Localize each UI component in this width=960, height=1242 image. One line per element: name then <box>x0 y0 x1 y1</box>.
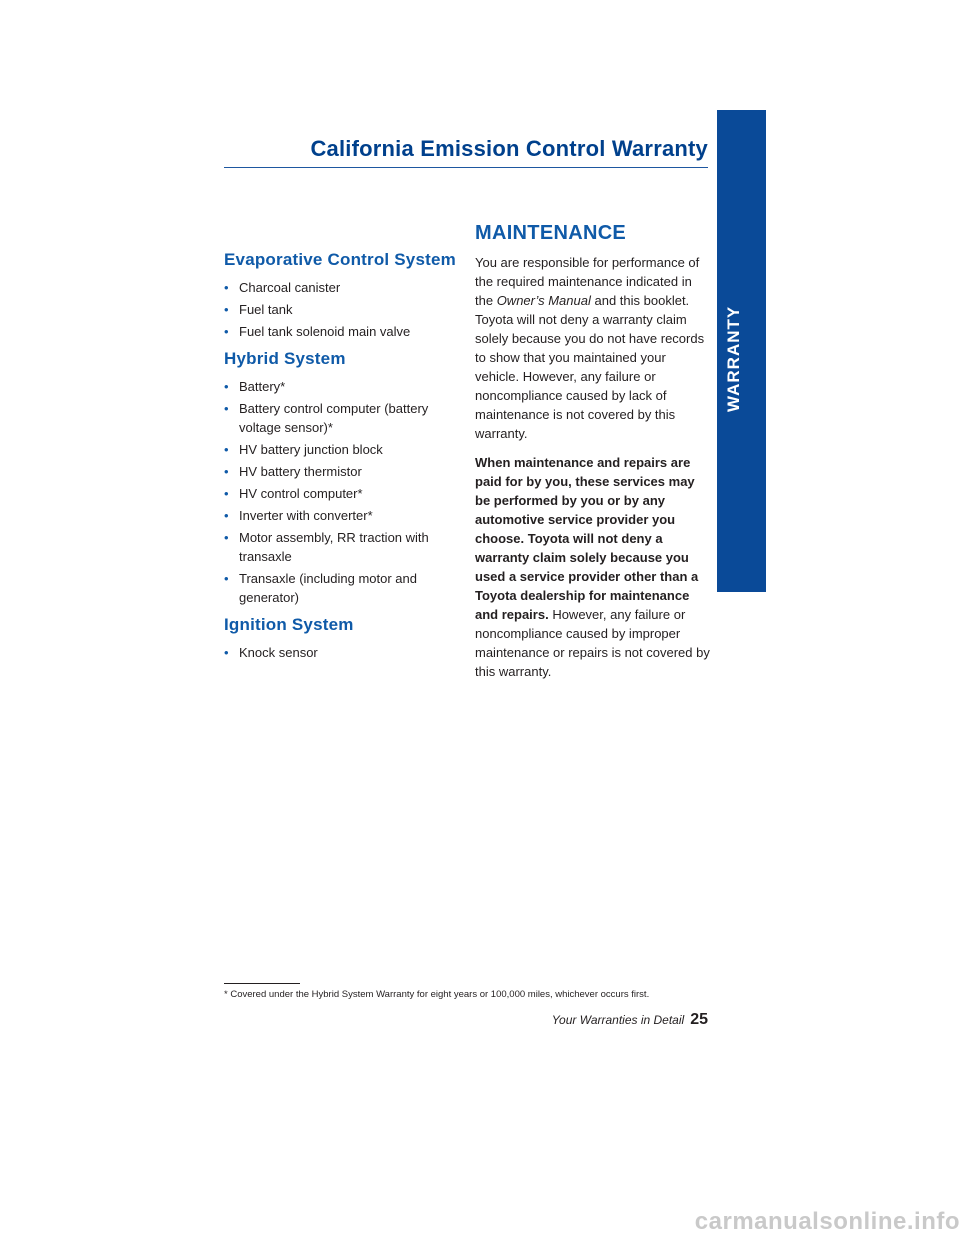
title-divider <box>224 167 708 168</box>
list-item: • HV battery junction block <box>224 442 383 457</box>
evaporative-heading: Evaporative Control System <box>224 250 456 269</box>
bullet-icon: • <box>224 571 229 586</box>
list-item: • HV control computer* <box>224 486 363 501</box>
hybrid-list <box>224 377 444 607</box>
list-item: • Transaxle (including motor and generator) <box>224 571 417 605</box>
maintenance-bold-statement: When maintenance and repairs are paid for by you, these services may be performed by you or by any automotive service provider you choose. Toyota will not deny a warranty claim solely because you used a service provider other than a Toyota dealership for maintenance and repairs. <box>475 455 699 622</box>
list-item: • HV battery thermistor <box>224 464 362 479</box>
side-tab-label: WARRANTY <box>724 305 743 412</box>
list-item: • Fuel tank solenoid main valve <box>224 324 411 339</box>
hybrid-heading: Hybrid System <box>224 349 346 368</box>
footer-text: Your Warranties in Detail <box>551 1013 685 1027</box>
ignition-section <box>224 615 444 662</box>
bullet-icon: • <box>224 302 229 317</box>
bullet-icon: • <box>224 486 229 501</box>
bullet-icon: • <box>224 379 229 394</box>
ignition-list <box>224 643 444 662</box>
list-item: • Inverter with converter* <box>224 508 373 523</box>
list-item: • Charcoal canister <box>224 280 341 295</box>
list-item: • Motor assembly, RR traction with transaxle <box>224 530 429 564</box>
page-title: California Emission Control Warranty <box>310 136 708 161</box>
bullet-icon: • <box>224 530 229 545</box>
maintenance-heading: MAINTENANCE <box>475 222 627 244</box>
maintenance-paragraph-2: When maintenance and repairs are paid for by you, these services may be performed by you or by any automotive service provider you choose. Toyota will not deny a warranty claim solely because you used a service provider other than a Toyota dealership for maintenance and repairs. However, any failure or noncompliance caused by improper maintenance or repairs is not covered by this warranty. <box>475 455 710 679</box>
page-footer <box>524 1011 708 1029</box>
evaporative-section <box>224 250 456 341</box>
ignition-heading: Ignition System <box>224 615 354 634</box>
evaporative-list <box>224 278 444 341</box>
bullet-icon: • <box>224 324 229 339</box>
bullet-icon: • <box>224 464 229 479</box>
owners-manual-reference: Owner’s Manual <box>496 293 591 308</box>
bullet-icon: • <box>224 508 229 523</box>
list-item: • Knock sensor <box>224 645 318 660</box>
list-item: • Battery* <box>224 379 286 394</box>
footnote: * Covered under the Hybrid System Warranty for eight years or 100,000 miles, whichever occurs first. <box>224 989 650 1000</box>
maintenance-column <box>475 222 710 691</box>
hybrid-section <box>224 349 444 607</box>
bullet-icon: • <box>224 645 229 660</box>
bullet-icon: • <box>224 442 229 457</box>
bullet-icon: • <box>224 280 229 295</box>
maintenance-paragraph-1: You are responsible for performance of the required maintenance indicated in the Owner’s Manual and this booklet. Toyota will not deny a warranty claim solely because you do not have records to show that you maintained your vehicle. However, any failure or noncompliance caused by lack of maintenance is not covered by this warranty. <box>475 255 705 441</box>
page-number: 25 <box>690 1011 708 1028</box>
bullet-icon: • <box>224 401 229 416</box>
left-column <box>224 250 456 665</box>
list-item: • Fuel tank <box>224 302 293 317</box>
list-item: • Battery control computer (battery voltage sensor)* <box>224 401 429 435</box>
footnote-divider <box>224 983 300 984</box>
watermark: carmanualsonline.info <box>694 1208 960 1235</box>
